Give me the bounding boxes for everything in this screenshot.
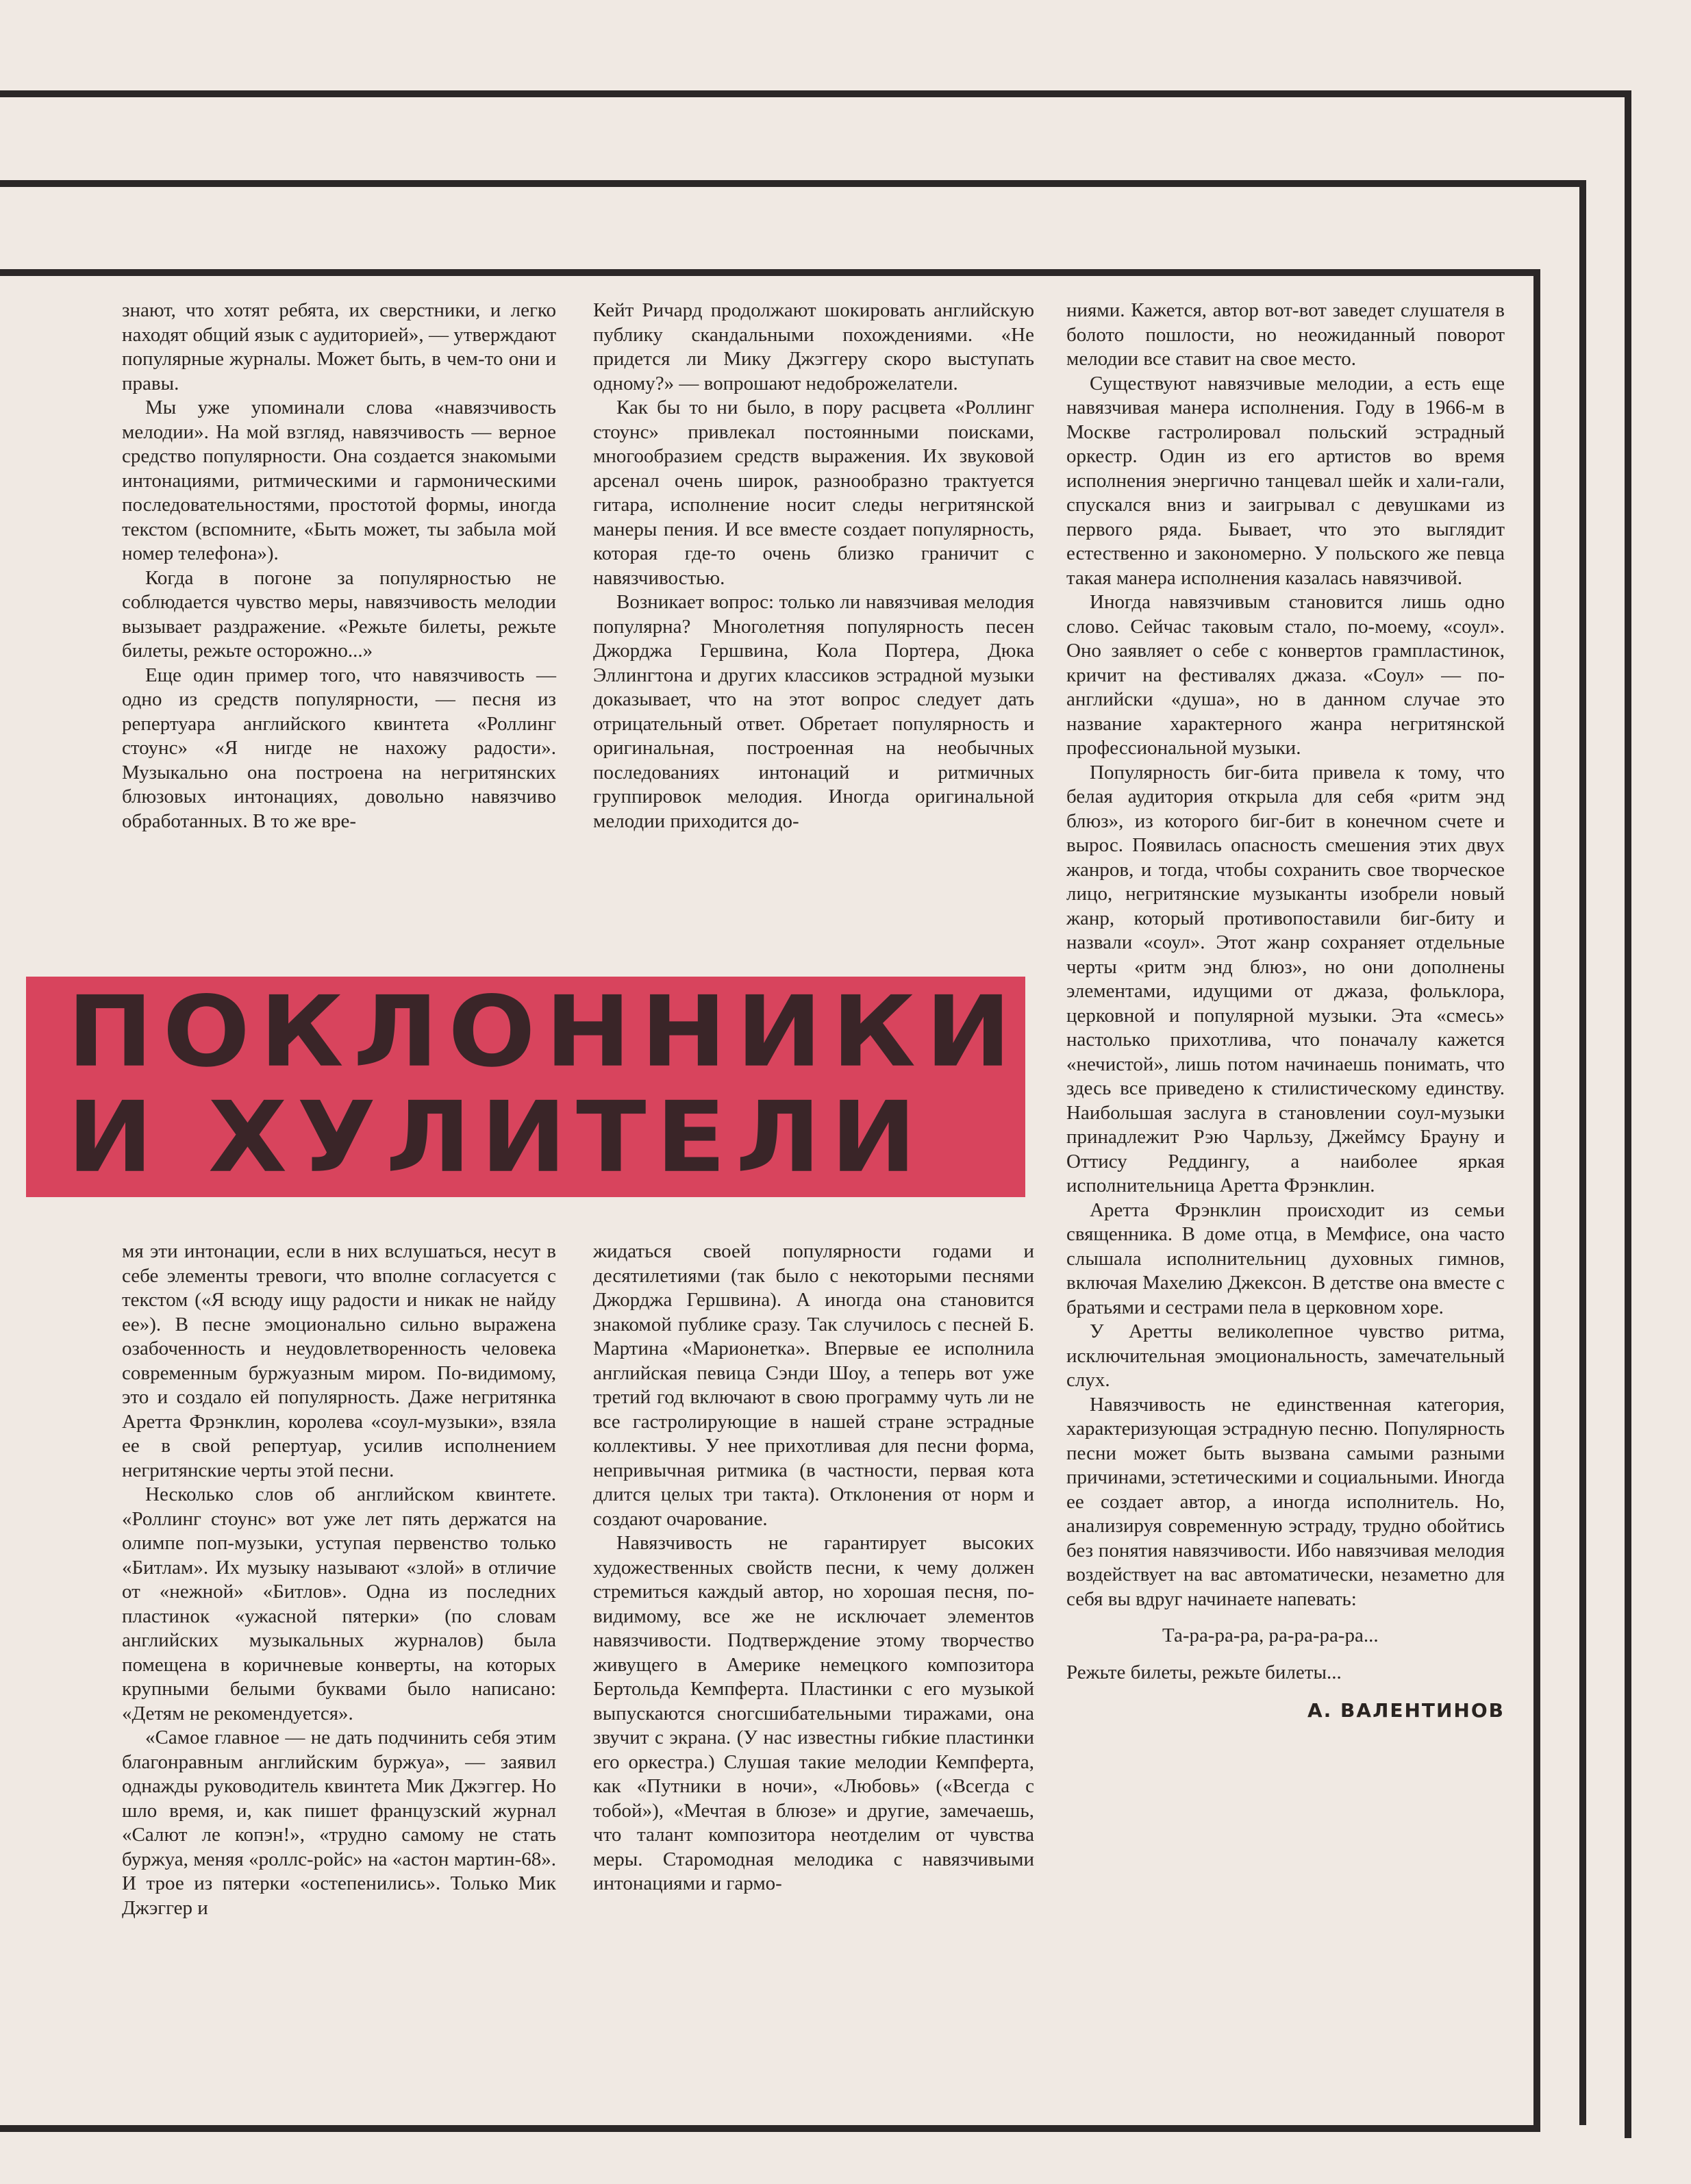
paragraph: Аретта Фрэнклин происходит из семьи священника. В доме отца, в Мемфисе, она часто слышала исполнительниц духовных гимнов, включая Махелию Джексон. В детстве она вместе с братьями и сестрами пела в церковном хоре. (1066, 1198, 1505, 1318)
author-byline: А. ВАЛЕНТИНОВ (1307, 1699, 1505, 1722)
paragraph: Навязчивость не единственная категория, характеризующая эстрадную песню. Популярность песни может быть вызвана самыми разными причинами, эстетическими и социальными. Иногда ее создает автор, а иногда исполнитель. Но, анализируя современную эстраду, трудно обойтись без понятия навязчивости. Ибо навязчивая мелодия воздействует на вас автоматически, незаметно для себя вы вдруг начинаете напевать: (1066, 1393, 1505, 1610)
frame-line-right-middle (1579, 180, 1586, 2125)
paragraph: «Самое главное — не дать подчинить себя этим благонравным английским буржуа», — заявил однажды руководитель квинтета Мик Джэггер. Но шло время, и, как пишет французский журнал «Салют ле копэн!», «трудно самому не стать буржуа, меняя «роллс-ройс» на «астон мартин-68». И трое из пятерки «остепенились». Только Мик Джэггер и (122, 1727, 556, 1919)
article-column-right (1066, 299, 1505, 1723)
frame-line-bottom (0, 2125, 1540, 2132)
paragraph: знают, что хотят ребята, их сверстники, и легко находят общий язык с аудиторией», — утверждают популярные журналы. Может быть, в чем-то они и правы. (122, 299, 556, 394)
article-column-top-left (122, 299, 556, 833)
frame-line-top-outer (0, 90, 1631, 97)
headline-banner (26, 977, 1025, 1197)
frame-line-right-outer (1625, 90, 1631, 2138)
paragraph: жидаться своей популярности годами и десятилетиями (так было с некоторыми песнями Джорджа Гершвина). А иногда она становится знакомой публике сразу. Так случилось с песней Б. Мартина «Марионетка». Впервые ее исполнила английская певица Сэнди Шоу, а теперь вот уже третий год включают в свою программу чуть ли не все гастролирующие в нашей стране эстрадные коллективы. У нее прихотливая для песни форма, непривычная ритмика (в частности, первая кота длится целых три такта). Отклонения от норм и создают очарование. (593, 1240, 1034, 1530)
paragraph: Существуют навязчивые мелодии, а есть еще навязчивая манера исполнения. Году в 1966-м в Москве гастролировал польский эстрадный оркестр. Один из его артистов во время исполнения энергично танцевал шейк и хали-гали, спускался вниз и заигрывал с девушками из первого ряда. Бывает, что это выглядит естественно и закономерно. У польского же певца такая манера исполнения казалась навязчивой. (1066, 372, 1505, 589)
paragraph: Как бы то ни было, в пору расцвета «Роллинг стоунс» привлекал постоянными поисками, многообразием средств выражения. Их звуковой арсенал очень широк, разнообразно трактуется гитара, исполнение носит следы негритянской манеры пения. И все вместе создает популярность, которая где-то очень близко граничит с навязчивостью. (593, 397, 1034, 589)
song-quote-line-1: Та-ра-ра-ра, ра-ра-ра-ра... (1162, 1624, 1379, 1646)
paragraph: Возникает вопрос: только ли навязчивая мелодия популярна? Многолетняя популярность песен Джорджа Гершвина, Кола Портера, Дюка Эллингтона и других классиков эстрадной музыки доказывает, что на этот вопрос следует дать отрицательный ответ. Обретает популярность и оригинальная, построенная на необычных последованиях интонаций и ритмичных группировок мелодия. Иногда оригинальной мелодии приходится до- (593, 591, 1034, 832)
song-quote-line-2: Режьте билеты, режьте билеты... (1066, 1661, 1342, 1683)
paragraph: Популярность биг-бита привела к тому, что белая аудитория открыла для себя «ритм энд блюз», из которого биг-бит в конечном счете и вырос. Появилась опасность смешения этих двух жанров, и тогда, чтобы сохранить свое творческое лицо, негритянские музыканты изобрели новый жанр, который противопоставили биг-биту и назвали «соул». Этот жанр сохраняет отдельные черты «ритм энд блюз», но они дополнены элементами, идущими от джаза, фольклора, церковной и популярной музыки. Эта «смесь» настолько прихотлива, что поначалу кажется «нечистой», лишь потом начинаешь понимать, что здесь все приведено к стилистическому единству. Наибольшая заслуга в становлении соул-музыки принадлежит Рэю Чарльзу, Джеймсу Брауну и Оттису Реддингу, а наиболее яркая исполнительница Аретта Фрэнклин. (1066, 761, 1505, 1196)
article-column-bottom-left (122, 1240, 556, 1920)
paragraph: Мы уже упоминали слова «навязчивость мелодии». На мой взгляд, навязчивость — верное средство популярности. Она создается знакомыми интонациями, ритмическими и гармоническими последовательностями, простотой формы, иногда текстом (вспомните, «Быть может, ты забыла мой номер телефона»). (122, 397, 556, 564)
paragraph: мя эти интонации, если в них вслушаться, несут в себе элементы тревоги, что вполне согласуется с текстом («Я всюду ищу радости и никак не найду ее»). В песне эмоционально сильно выражена озабоченность и неудовлетворенность человека современным буржуазным миром. По-видимому, это и создало ей популярность. Даже негритянка Аретта Фрэнклин, королева «соул-музыки», взяла ее в свой репертуар, усилив исполнением негритянские черты этой песни. (122, 1240, 556, 1481)
frame-line-top-inner (0, 269, 1540, 276)
paragraph: ниями. Кажется, автор вот-вот заведет слушателя в болото пошлости, но неожиданный поворот мелодии все ставит на свое место. (1066, 299, 1505, 370)
frame-line-top-middle (0, 180, 1586, 187)
paragraph: Иногда навязчивым становится лишь одно слово. Сейчас таковым стало, по-моему, «соул». Оно заявляет о себе с конвертов грампластинок, кричит на фестивалях джаза. «Соул» — по-английски «душа», но в данном случае это название характерного жанра негритянской профессиональной музыки. (1066, 591, 1505, 759)
paragraph: Когда в погоне за популярностью не соблюдается чувство меры, навязчивость мелодии вызывает раздражение. «Режьте билеты, режьте билеты, режьте осторожно...» (122, 566, 556, 662)
paragraph: Еще один пример того, что навязчивость — одно из средств популярности, — песня из репертуара английского квинтета «Роллинг стоунс» «Я нигде не нахожу радости». Музыкально она построена на негритянских блюзовых интонациях, довольно навязчиво обработанных. В то же вре- (122, 664, 556, 832)
frame-line-right-inner (1533, 269, 1540, 2132)
paragraph: Кейт Ричард продолжают шокировать английскую публику скандальными похождениями. «Не придется ли Мику Джэггеру скоро выступать одному?» — вопрошают недоброжелатели. (593, 299, 1034, 394)
article-column-bottom-middle (593, 1240, 1034, 1896)
paragraph: У Аретты великолепное чувство ритма, исключительная эмоциональность, замечательный слух. (1066, 1320, 1505, 1391)
paragraph: Несколько слов об английском квинтете. «Роллинг стоунс» вот уже лет пять держатся на олимпе поп-музыки, уступая первенство только «Битлам». Их музыку называют «злой» в отличие от «нежной» «Битлов». Одна из последних пластинок «ужасной пятерки» (по словам английских музыкальных журналов) была помещена в коричневые конверты, на которых крупными белыми буквами было написано: «Детям не рекомендуется». (122, 1483, 556, 1724)
headline-line-2: И ХУЛИТЕЛИ (67, 1081, 927, 1194)
paragraph: Навязчивость не гарантирует высоких художественных свойств песни, к чему должен стремиться каждый автор, но хорошая песня, по-видимому, все же не исключает элементов навязчивости. Подтверждение этому творчество живущего в Америке немецкого композитора Бертольда Кемпферта. Пластинки с его музыкой выпускаются сногсшибательными тиражами, она звучит с экрана. (У нас известны гибкие пластинки его оркестра.) Слушая такие мелодии Кемпферта, как «Путники в ночи», «Любовь» («Всегда с тобой»), «Мечтая в блюзе» и другие, замечаешь, что талант композитора неотделим от чувства меры. Старомодная мелодика с навязчивыми интонациями и гармо- (593, 1532, 1034, 1894)
article-column-top-middle (593, 299, 1034, 833)
headline-line-1: ПОКЛОННИКИ (67, 975, 1021, 1089)
